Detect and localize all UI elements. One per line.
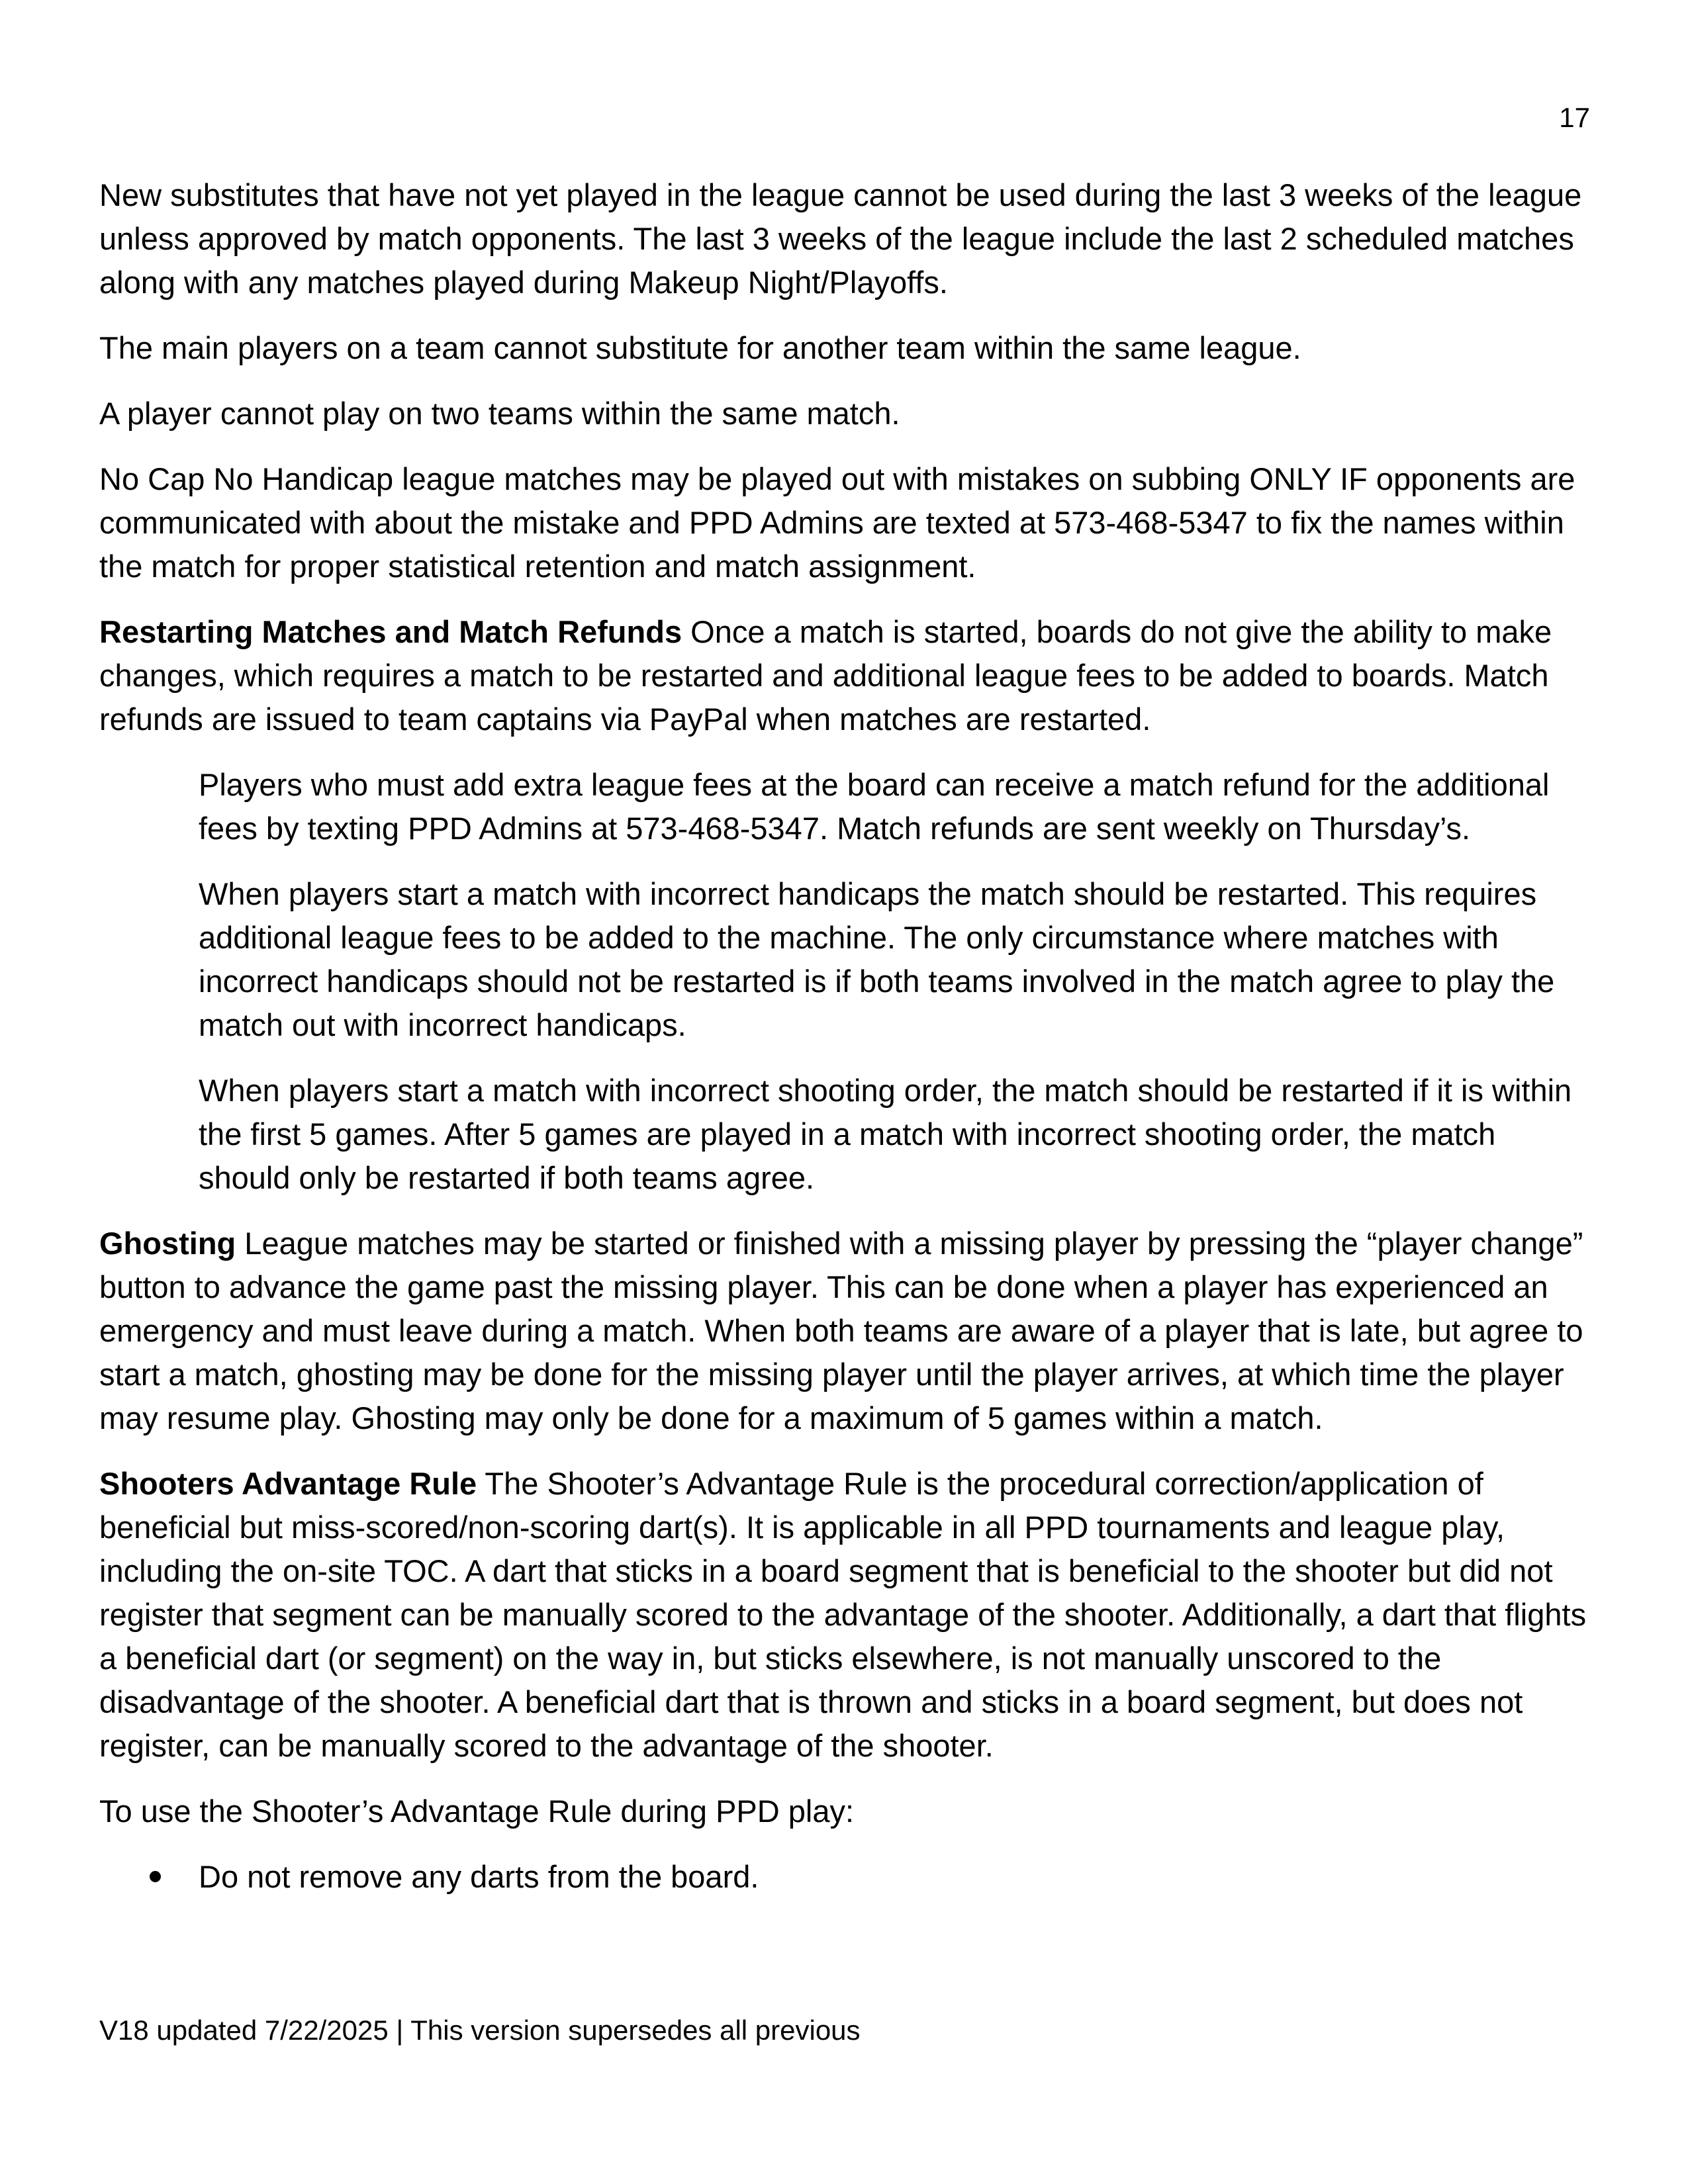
paragraph-extra-league-fees bbox=[199, 763, 1595, 850]
page-footer: V18 updated 7/22/2025 | This version supersedes all previous bbox=[99, 2015, 861, 2046]
list-item-text: Do not remove any darts from the board. bbox=[199, 1859, 759, 1894]
bullet-icon bbox=[150, 1871, 161, 1882]
paragraph-no-cap-no-handicap bbox=[99, 457, 1595, 588]
paragraph-text: Once a match is started, boards do not give the ability to make changes, which requires a match to be restarted and additional league fees to be added to boards. Match refunds are issued to team captains via PayPal when matches are restarted. bbox=[99, 614, 1552, 737]
paragraph-text: When players start a match with incorrect handicaps the match should be restarted. This requires additional league fees to be added to the machine. The only circumstance where matches with incorrect handicaps should not be restarted is if both teams involved in the match agree to play the match out with incorrect handicaps. bbox=[199, 876, 1555, 1042]
paragraph-text: No Cap No Handicap league matches may be played out with mistakes on subbing ONLY IF opponents are communicated with about the mistake and PPD Admins are texted at 573-468-5347 to fix the names within the match for proper statistical retention and match assignment. bbox=[99, 461, 1575, 584]
paragraph-text: The main players on a team cannot substitute for another team within the same league. bbox=[99, 330, 1301, 365]
paragraph-text: To use the Shooter’s Advantage Rule during PPD play: bbox=[99, 1794, 855, 1829]
section-heading-shooters-advantage: Shooters Advantage Rule bbox=[99, 1466, 477, 1501]
list-item bbox=[99, 1855, 1595, 1899]
paragraph-text: When players start a match with incorrect shooting order, the match should be restarted if it is within the first 5 games. After 5 games are played in a match with incorrect shooting order, the match should only be restarted if both teams agree. bbox=[199, 1073, 1572, 1195]
paragraph-ghosting bbox=[99, 1222, 1595, 1440]
page-number: 17 bbox=[1559, 102, 1590, 133]
paragraph-incorrect-handicaps bbox=[199, 872, 1595, 1047]
paragraph-text: The Shooter’s Advantage Rule is the procedural correction/application of beneficial but miss-scored/non-scoring dart(s). It is applicable in all PPD tournaments and league play, including the on-site TOC. A dart that sticks in a board segment that is beneficial to the shooter but did not register that segment can be manually scored to the advantage of the shooter. Additionally, a dart that flights a beneficial dart (or segment) on the way in, but sticks elsewhere, is not manually unscored to the disadvantage of the shooter. A beneficial dart that is thrown and sticks in a board segment, but does not register, can be manually scored to the advantage of the shooter. bbox=[99, 1466, 1587, 1763]
paragraph-two-teams bbox=[99, 392, 1595, 435]
paragraph-text: New substitutes that have not yet played in the league cannot be used during the last 3 weeks of the league unless approved by match opponents. The last 3 weeks of the league include the last 2 scheduled matches along with any matches played during Makeup Night/Playoffs. bbox=[99, 177, 1582, 300]
section-heading-ghosting: Ghosting bbox=[99, 1226, 236, 1261]
paragraph-new-substitutes bbox=[99, 173, 1595, 304]
paragraph-main-players bbox=[99, 326, 1595, 370]
paragraph-incorrect-shooting-order bbox=[199, 1069, 1595, 1200]
bullet-list bbox=[99, 1855, 1595, 1899]
paragraph-text: Players who must add extra league fees at the board can receive a match refund for the additional fees by texting PPD Admins at 573-468-5347. Match refunds are sent weekly on Thursday’s. bbox=[199, 767, 1550, 846]
paragraph-shooters-advantage bbox=[99, 1462, 1595, 1768]
paragraph-restarting-matches bbox=[99, 610, 1595, 741]
paragraph-text: League matches may be started or finished with a missing player by pressing the “player change” button to advance the game past the missing player. This can be done when a player has experienced an emergency and must leave during a match. When both teams are aware of a player that is late, but agree to start a match, ghosting may be done for the missing player until the player arrives, at which time the player may resume play. Ghosting may only be done for a maximum of 5 games within a match. bbox=[99, 1226, 1583, 1435]
section-heading-restarting-matches: Restarting Matches and Match Refunds bbox=[99, 614, 682, 649]
paragraph-shooters-advantage-intro bbox=[99, 1790, 1595, 1833]
paragraph-text: A player cannot play on two teams within the same match. bbox=[99, 396, 900, 431]
document-body bbox=[99, 173, 1595, 1899]
